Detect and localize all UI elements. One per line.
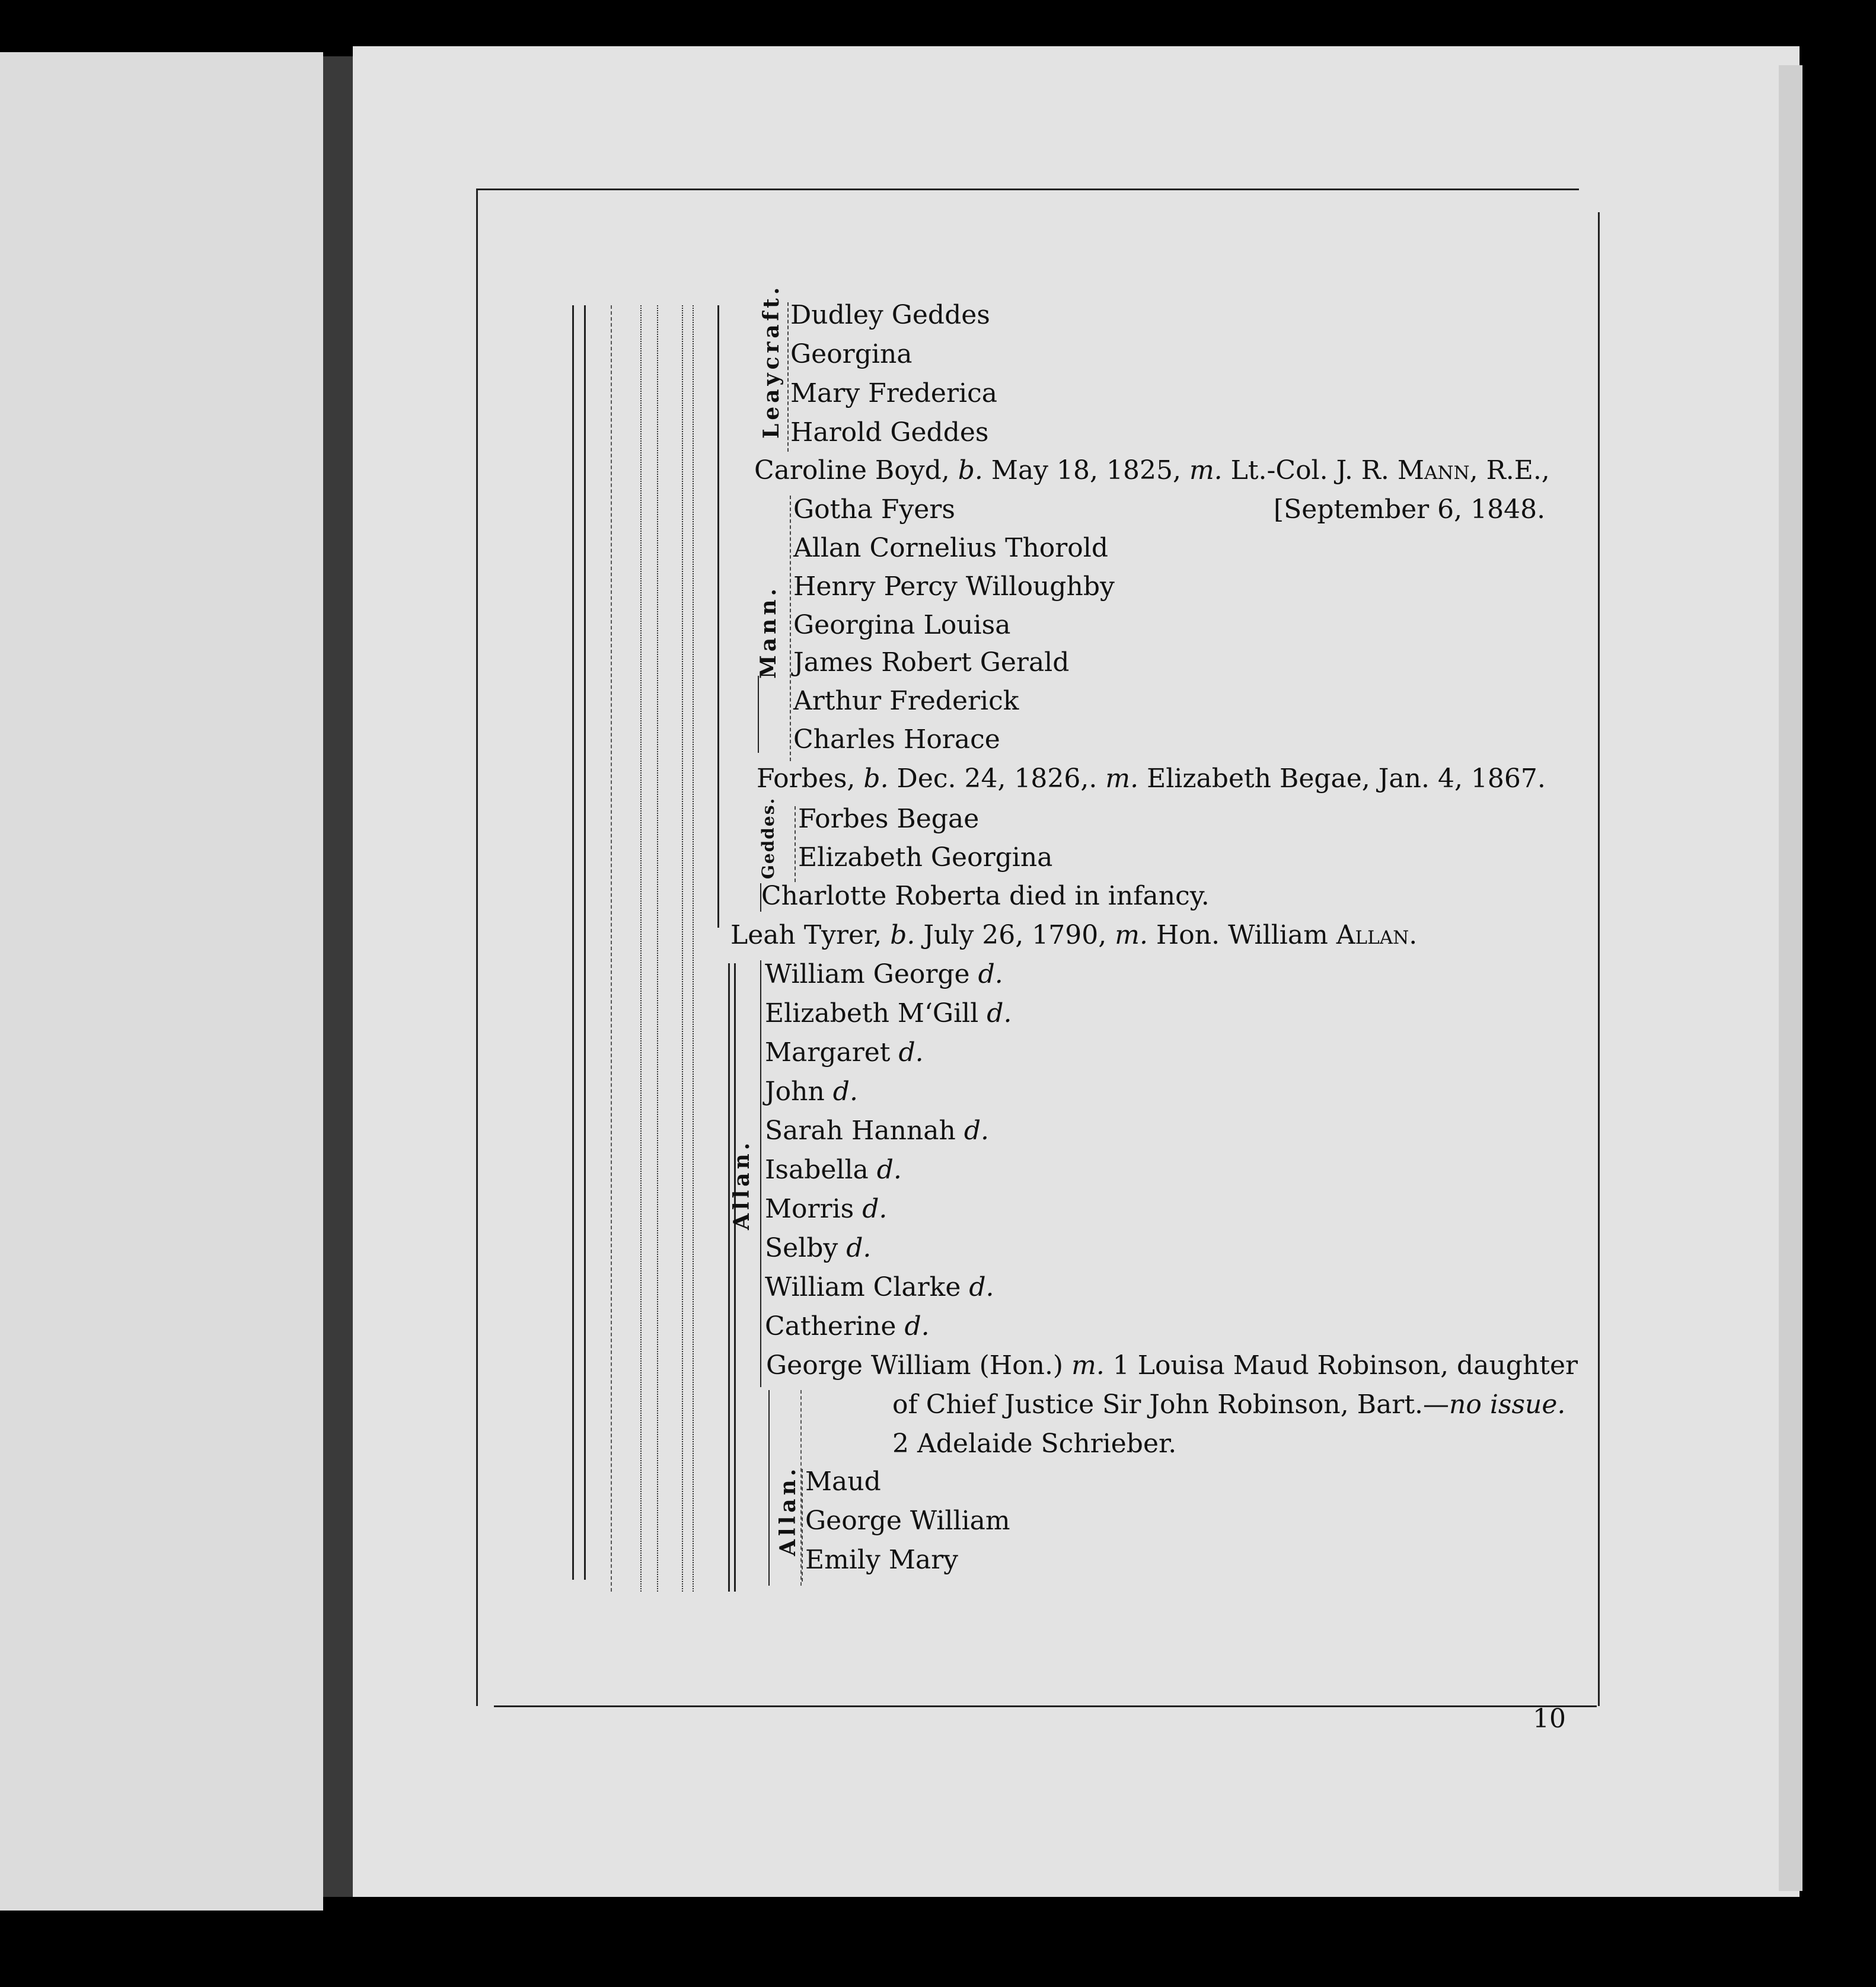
child-entry (765, 1231, 871, 1266)
spouse-end: . (1409, 920, 1418, 950)
child-entry (765, 1152, 902, 1188)
died-abbrev: d. (846, 1233, 872, 1263)
child-name: William George (765, 959, 978, 989)
died-abbrev: d. (904, 1311, 930, 1341)
born-abbrev: b. (890, 920, 915, 950)
leah-entry (730, 918, 1417, 953)
geddes-brace (795, 806, 796, 882)
birth-date: May 18, 1825, (982, 455, 1189, 485)
child-name: Margaret (765, 1037, 899, 1068)
child-name: John (765, 1076, 833, 1107)
person-name: Caroline Boyd, (754, 455, 958, 485)
person-name: Forbes, (757, 764, 864, 794)
born-abbrev: b. (863, 764, 889, 794)
child-entry (765, 1113, 989, 1149)
spouse-name: Elizabeth Begae, Jan. 4, 1867. (1138, 764, 1546, 794)
died-abbrev: d. (963, 1116, 989, 1146)
generation-line (572, 305, 574, 1580)
child-name: Dudley Geddes (790, 300, 990, 330)
page-edge (1779, 65, 1802, 1891)
child-name: Georgina (790, 339, 913, 369)
child-name: Allan Cornelius Thorold (793, 533, 1109, 563)
book-spine (323, 56, 353, 1897)
branch-line (728, 963, 730, 1592)
generation-line (682, 305, 683, 1592)
child-name: George William (805, 1506, 1010, 1536)
died-abbrev: d. (862, 1194, 888, 1224)
child-name: Morris (765, 1194, 863, 1224)
branch-line (758, 676, 759, 753)
generation-line (584, 305, 586, 1580)
branch-line (734, 963, 736, 1592)
spouse-suffix: , R.E., (1469, 455, 1550, 485)
page-number: 10 (1533, 1704, 1566, 1734)
spouse-surname: Allan (1336, 920, 1409, 950)
mann-group-label: Mann. (756, 584, 781, 679)
child-name: Forbes Begae (798, 804, 980, 834)
died-abbrev: d. (898, 1037, 924, 1068)
leaycraft-brace (787, 302, 789, 452)
generation-line (693, 305, 694, 1592)
left-page (0, 52, 323, 1911)
died-abbrev: d. (987, 998, 1012, 1028)
child-name: Mary Frederica (790, 378, 997, 408)
charlotte-entry: Charlotte Roberta died in infancy. (761, 881, 1210, 911)
died-abbrev: d. (832, 1076, 858, 1107)
married-abbrev: m. (1189, 455, 1223, 485)
child-name: James Robert Gerald (793, 647, 1070, 678)
mann-brace (790, 496, 791, 761)
child-entry (765, 996, 1012, 1031)
first-spouse: 1 Louisa Maud Robinson, daughter (1104, 1350, 1578, 1381)
branch-line (760, 960, 761, 1387)
died-abbrev: d. (969, 1272, 994, 1302)
birth-date: July 26, 1790, (915, 920, 1115, 950)
child-name: Gotha Fyers (793, 494, 955, 525)
child-name: Henry Percy Willoughby (793, 571, 1115, 602)
frame-bottom-rule (494, 1705, 1597, 1707)
first-spouse-detail (892, 1387, 1565, 1423)
birth-date: Dec. 24, 1826,. (888, 764, 1106, 794)
died-abbrev: d. (978, 959, 1003, 989)
frame-right-rule (1598, 212, 1600, 1706)
geddes-group-label: Geddes. (758, 797, 778, 879)
child-name: Elizabeth Georgina (798, 842, 1053, 873)
branch-line (768, 1390, 770, 1586)
allan-subgroup-label: Allan. (776, 1465, 800, 1556)
allan-sub-brace (802, 1469, 803, 1582)
child-entry (765, 1309, 930, 1344)
child-name: Charles Horace (793, 724, 1000, 755)
child-name: Emily Mary (805, 1545, 959, 1575)
generation-line (657, 305, 658, 1592)
branch-line (717, 305, 719, 928)
child-name: Isabella (765, 1155, 877, 1185)
married-abbrev: m. (1071, 1350, 1105, 1381)
george-william-entry (766, 1348, 1578, 1384)
born-abbrev: b. (958, 455, 983, 485)
child-name: Harold Geddes (790, 417, 989, 448)
died-abbrev: d. (876, 1155, 902, 1185)
married-abbrev: m. (1105, 764, 1139, 794)
child-name: William Clarke (765, 1272, 969, 1302)
caroline-entry (754, 453, 1550, 488)
frame-top-rule (476, 189, 1579, 190)
child-entry (765, 1270, 994, 1305)
child-name: Catherine (765, 1311, 905, 1341)
child-name: Maud (805, 1467, 881, 1497)
marriage-date: [September 6, 1848. (1274, 494, 1546, 525)
child-name: Georgina Louisa (793, 610, 1011, 640)
spouse-name: Hon. William (1147, 920, 1336, 950)
spouse-surname: Mann (1397, 455, 1470, 485)
person-name: Leah Tyrer, (730, 920, 891, 950)
frame-left-rule (476, 189, 478, 1706)
child-entry (765, 1074, 858, 1110)
generation-line (640, 305, 642, 1592)
married-abbrev: m. (1115, 920, 1148, 950)
no-issue-note: no issue. (1449, 1389, 1566, 1420)
forbes-entry (757, 761, 1546, 797)
second-spouse: 2 Adelaide Schrieber. (892, 1429, 1177, 1459)
child-entry (765, 1035, 924, 1071)
generation-line (611, 305, 612, 1592)
spouse-name: Lt.-Col. J. R. (1222, 455, 1398, 485)
spouse-detail-text: of Chief Justice Sir John Robinson, Bart.— (892, 1389, 1449, 1420)
child-name: Elizabeth M‘Gill (765, 998, 987, 1028)
child-name: Selby (765, 1233, 847, 1263)
allan-group-label: Allan. (729, 1139, 754, 1230)
person-name: George William (Hon.) (766, 1350, 1072, 1381)
child-name: Sarah Hannah (765, 1116, 964, 1146)
child-name: Arthur Frederick (793, 686, 1019, 716)
child-entry (765, 957, 1003, 992)
leaycraft-group-label: Leaycraft. (759, 283, 784, 439)
child-entry (765, 1191, 887, 1227)
